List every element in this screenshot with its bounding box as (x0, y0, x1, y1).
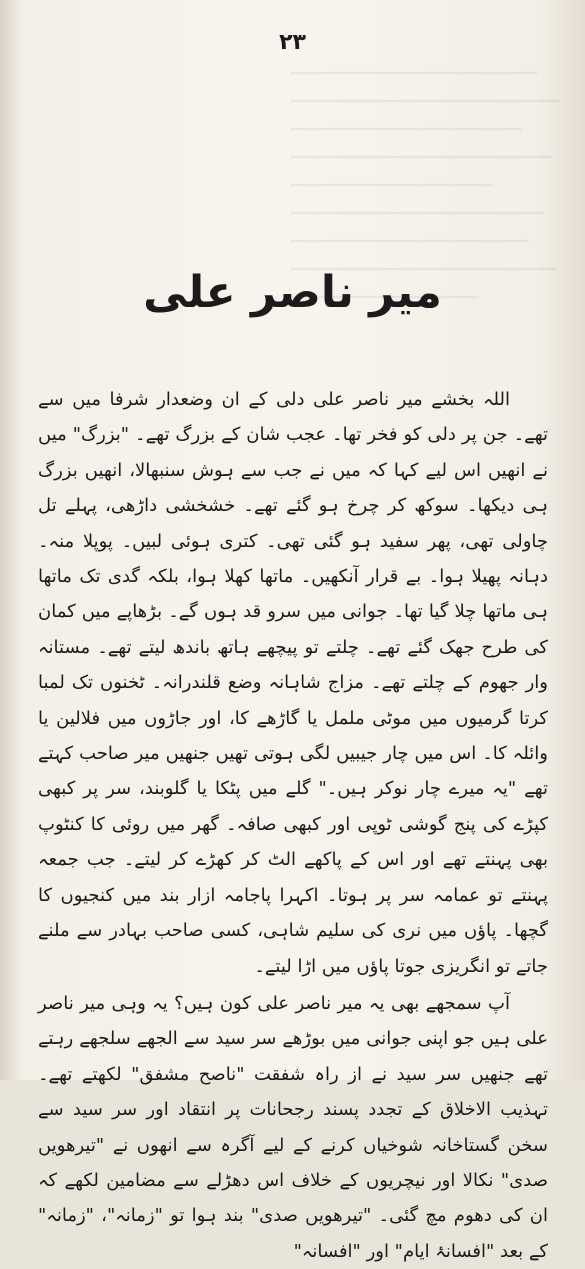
chapter-title: میر ناصر علی (143, 267, 442, 319)
paragraph: آپ سمجھے بھی یہ میر ناصر علی کون ہیں؟ یہ وہی میر ناصر علی ہیں جو اپنی جوانی میں بوڑھے سر سید سے الجھے سلجھے رہتے تھے جنھیں سر سید نے از راہ شفقت "ناصح مشفق" لکھتے تھے۔ تہذیب الاخلاق کے تجدد پسند رجحانات پر انتقاد اور سر سید سے سخن گستاخانہ شوخیاں کرنے کے لیے آگرہ سے انھوں نے "تیرھویں صدی" نکالا اور نیچریوں کے خلاف اس دھڑلے سے مضامین لکھے کہ ان کی دھوم مچ گئی۔ "تیرھویں صدی" بند ہوا تو "زمانہ"، "زمانہ" کے بعد "افسانۂ ایام" اور "افسانہ" (38, 992, 548, 1262)
paragraph: اللہ بخشے میر ناصر علی دلی کے ان وضعدار شرفا میں سے تھے۔ جن پر دلی کو فخر تھا۔ عجب شان کے بزرگ تھے۔ "بزرگ" میں نے انھیں اس لیے کہا کہ میں نے جب سے ہوش سنبھالا، انھیں بزرگ ہی دیکھا۔ سوکھ کر چرخ ہو گئے تھے۔ خشخشی داڑھی، پہلے تل چاولی تھی، پھر سفید ہو گئی تھی۔ کتری ہوئی لبیں۔ پوپلا منہ۔ دہانہ پھیلا ہوا۔ بے قرار آنکھیں۔ ماتھا کھلا ہوا، بلکہ گدی تک ماتھا ہی ماتھا چلا گیا تھا۔ جوانی میں سرو قد ہوں گے۔ بڑھاپے میں کمان کی طرح جھک گئے تھے۔ چلتے تو پیچھے ہاتھ باندھ لیتے تھے۔ مستانہ وار جھوم کے چلتے تھے۔ مزاج شاہانہ وضع قلندرانہ۔ ٹخنوں تک لمبا کرتا گرمیوں میں موٹی ململ یا گاڑھے کا، اور جاڑوں میں فلالین یا وائلہ کا۔ اس میں چار جیبیں لگی ہوتی تھیں جنھیں میر صاحب کہتے تھے "یہ میرے چار نوکر ہیں۔" گلے میں پٹکا یا گلوبند، سر پر کبھی کپڑے کی پنج گوشی ٹوپی اور کبھی صافہ۔ گھر میں روئی کا کنٹوپ بھی پہنتے تھے اور اس کے پاکھے الٹ کر کھڑے کر لیتے۔ جب جمعہ پہنتے تو عمامہ سر پر ہوتا۔ اکہرا پاجامہ ازار بند میں کنجیوں کا گچھا۔ پاؤں میں نری کی سلیم شاہی، کسی صاحب بہادر سے ملنے جاتے تو انگریزی جوتا پاؤں میں اڑا لیتے۔ (38, 389, 548, 977)
bleed-through-text (290, 72, 560, 362)
page-number: ۲۳ (279, 30, 306, 55)
body-text (38, 382, 548, 1269)
